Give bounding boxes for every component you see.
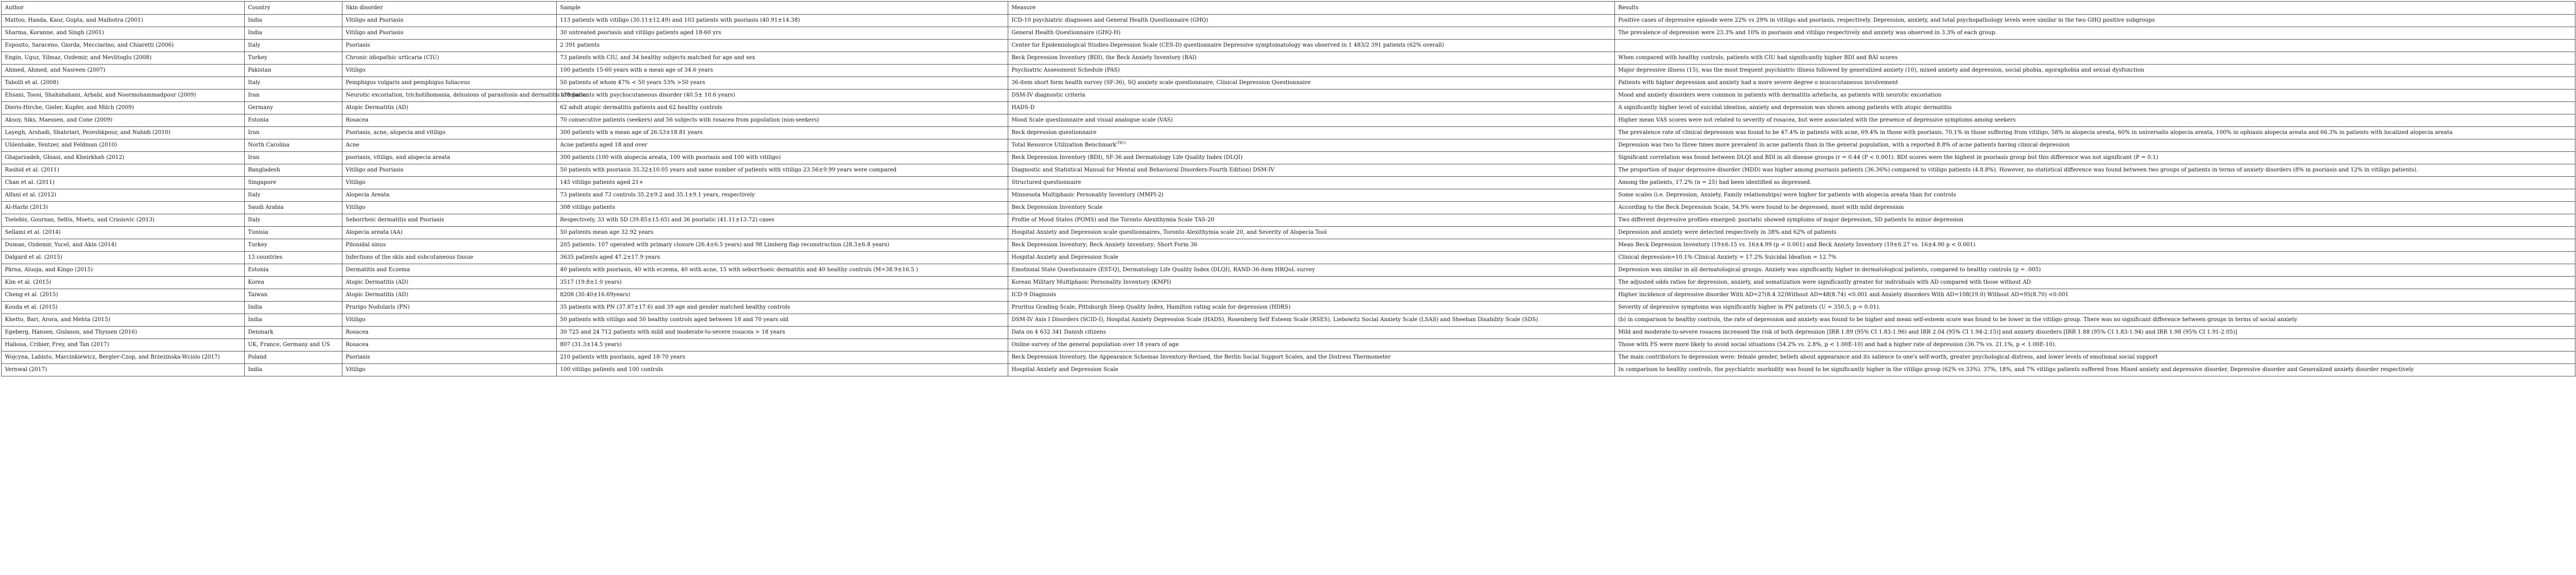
cell-country: Estonia bbox=[245, 264, 342, 277]
header-results: Results bbox=[1615, 2, 2575, 15]
cell-sample: 73 patients and 73 controls 35.2±9.2 and 35.1±9.1 years, respectively bbox=[557, 189, 1008, 202]
cell-country: Estonia bbox=[245, 114, 342, 127]
cell-sample: 308 vitiligo patients bbox=[557, 202, 1008, 214]
cell-country: Iran bbox=[245, 127, 342, 139]
cell-results: Mild and moderate-to-severe rosacea increased the risk of both depression [IRR 1.89 (95% CI 1.83-1.96) and IRR 2.04 (95% CI 1.94-2.15)] and anxiety disorders [IRR 1.88 (95% CI 1.83-1.94) and IRR 1.98 (95% CI 1.91-2.05)] bbox=[1615, 327, 2575, 339]
table-row bbox=[2, 189, 2575, 202]
cell-measure: Center for Epidemiological Studies-Depression Scale (CES-D) questionnaire Depressive symptomatology was observed in 1 483/2 391 patients (62% overall) bbox=[1008, 40, 1615, 52]
cell-sample: 30 725 and 24 712 patients with mild and moderate-to-severe rosacea > 18 years bbox=[557, 327, 1008, 339]
cell-author: Ghajarzadeh, Ghiasi, and Kheirkhah (2012) bbox=[2, 152, 245, 164]
cell-country: Saudi Arabia bbox=[245, 202, 342, 214]
cell-sample: 70 consecutive patients (seekers) and 56 subjects with rosacea from population (non-seekers) bbox=[557, 114, 1008, 127]
cell-measure: Psychiatric Assessment Schedule (PAS) bbox=[1008, 65, 1615, 77]
table-row bbox=[2, 52, 2575, 65]
table-row bbox=[2, 102, 2575, 114]
cell-results: The adjusted odds ratios for depression, anxiety, and somatization were significantly greater for individuals with AD compared with those without AD bbox=[1615, 277, 2575, 289]
cell-country: Singapore bbox=[245, 177, 342, 189]
header-skin-disorder: Skin disorder bbox=[342, 2, 557, 15]
cell-country: UK, France, Germany and US bbox=[245, 339, 342, 352]
header-row bbox=[2, 2, 2575, 15]
cell-skin-disorder: Atopic Dermatitis (AD) bbox=[342, 102, 557, 114]
cell-country: Iran bbox=[245, 90, 342, 102]
cell-skin-disorder: Rosacea bbox=[342, 327, 557, 339]
cell-measure: Profile of Mood States (POMS) and the Toronto Alexithymia Scale TAS-20 bbox=[1008, 214, 1615, 227]
cell-author: Esposito, Saraceno, Giorda, Mecciarino, and Chiaretti (2006) bbox=[2, 40, 245, 52]
cell-country: Turkey bbox=[245, 52, 342, 65]
cell-sample: 73 patients with CIU, and 34 healthy subjects matched for age and sex bbox=[557, 52, 1008, 65]
cell-measure: Pruritus Grading Scale, Pittsburgh Sleep Quality Index, Hamilton rating scale for depression (HDRS) bbox=[1008, 302, 1615, 314]
table-row bbox=[2, 277, 2575, 289]
cell-skin-disorder: Vitiligo and Psoriasis bbox=[342, 164, 557, 177]
table-row bbox=[2, 139, 2575, 152]
table-row bbox=[2, 339, 2575, 352]
table-row bbox=[2, 264, 2575, 277]
cell-skin-disorder: Vitiligo bbox=[342, 202, 557, 214]
cell-sample: 300 patients with a mean age of 26.53±18.81 years bbox=[557, 127, 1008, 139]
cell-country: Poland bbox=[245, 352, 342, 364]
cell-results: Among the patients, 17.2% (n = 25) had been identified as depressed. bbox=[1615, 177, 2575, 189]
cell-author: Dalgard et al. (2015) bbox=[2, 252, 245, 264]
cell-measure: General Health Questionnaire (GHQ-H) bbox=[1008, 27, 1615, 40]
cell-country: Pakistan bbox=[245, 65, 342, 77]
cell-skin-disorder: Alopecia areata (AA) bbox=[342, 227, 557, 239]
cell-results: Those with FS were more likely to avoid social situations (54.2% vs. 2.8%, p < 1.00E-10) and had a higher rate of depression (36.7% vs. 21.1%, p < 1.00E-10). bbox=[1615, 339, 2575, 352]
cell-skin-disorder: Atopic Dermatitis (AD) bbox=[342, 289, 557, 302]
cell-skin-disorder: Vitiligo bbox=[342, 364, 557, 376]
table-header bbox=[2, 2, 2575, 15]
cell-measure: Beck Depression Inventory, the Appearance Schemas Inventory-Revised, the Berlin Social Support Scales, and the Distress Thermometer bbox=[1008, 352, 1615, 364]
cell-sample: 8208 (30.40±16.69years) bbox=[557, 289, 1008, 302]
cell-measure: ICD-10 psychiatric diagnoses and General Health Questionnaire (GHQ) bbox=[1008, 15, 1615, 27]
cell-author: Tselebis, Gournas, Seltis, Moetu, and Crasiovic (2013) bbox=[2, 214, 245, 227]
cell-skin-disorder: Psoriasis bbox=[342, 40, 557, 52]
cell-measure: DSM-IV Axis I Disorders (SCID-I), Hospital Anxiety Depression Scale (HADS), Rosenberg Self Esteem Scale (RSES), Liebowitz Social Anxiety Scale (LSAS) and Sheehan Disability Scale (SDS) bbox=[1008, 314, 1615, 327]
cell-author: Engin, Uguz, Yilmaz, Ozdemir, and Mevlitoglu (2008) bbox=[2, 52, 245, 65]
cell-skin-disorder: Neurotic excoriation, trichotillomania, delusions of parasitosis and dermatitis artefacta bbox=[342, 90, 557, 102]
cell-author: Layegh, Arshadi, Shahriari, Pezeshkpour, and Nahidi (2010) bbox=[2, 127, 245, 139]
cell-author: Rashid et al. (2011) bbox=[2, 164, 245, 177]
cell-results: Mean Beck Depression Inventory (19±6.15 vs. 16±4.99 (p < 0.001) and Beck Anxiety Inventory (19±6.27 vs. 16±4.90 p < 0.001) bbox=[1615, 239, 2575, 252]
cell-author: Khetto, Bari, Arora, and Mehta (2015) bbox=[2, 314, 245, 327]
cell-measure: DSM-IV diagnostic criteria bbox=[1008, 90, 1615, 102]
cell-author: Wojcyna, Labisto, Marcinkiewicz, Bergler-Czop, and Brzezinska-Wcislo (2017) bbox=[2, 352, 245, 364]
cell-results: Depression was two to three times more prevalent in acne patients than in the general population, with a reported 8.8% of acne patients having clinical depression bbox=[1615, 139, 2575, 152]
table-row bbox=[2, 40, 2575, 52]
cell-sample: 30 untreated psoriasis and vitiligo patients aged 18-60 yrs bbox=[557, 27, 1008, 40]
table-row bbox=[2, 227, 2575, 239]
cell-sample: Respectively, 33 with SD (39.85±15.65) and 36 psoriatic (41.11±13.72) cases bbox=[557, 214, 1008, 227]
cell-measure: Hospital Anxiety and Depression scale questionnaires, Toronto Alexithymia scale 20, and Severity of Alopecia Tool bbox=[1008, 227, 1615, 239]
cell-sample: 50 patients with psoriasis 35.32±10.05 years and same number of patients with vitiligo 23.56±9.99 years were compared bbox=[557, 164, 1008, 177]
cell-measure: Hospital Anxiety and Depression Scale bbox=[1008, 252, 1615, 264]
table-row bbox=[2, 314, 2575, 327]
studies-table bbox=[1, 1, 2575, 376]
table-row bbox=[2, 364, 2575, 376]
cell-country: Bangladesh bbox=[245, 164, 342, 177]
cell-results: Some scales (i.e. Depression, Anxiety, Family relationships) were higher for patients with alopecia areata than for controls bbox=[1615, 189, 2575, 202]
table-row bbox=[2, 252, 2575, 264]
cell-results bbox=[1615, 40, 2575, 52]
cell-measure: ICD-9 Diagnosis bbox=[1008, 289, 1615, 302]
cell-country: North Carolina bbox=[245, 139, 342, 152]
cell-skin-disorder: Vitiligo bbox=[342, 177, 557, 189]
header-measure: Measure bbox=[1008, 2, 1615, 15]
cell-skin-disorder: Psoriasis bbox=[342, 352, 557, 364]
table-row bbox=[2, 164, 2575, 177]
cell-sample: 145 vitiligo patients aged 21+ bbox=[557, 177, 1008, 189]
cell-measure: 36-item short form health survey (SF-36), SQ anxiety scale questionnaire, Clinical Depression Questionnaire bbox=[1008, 77, 1615, 90]
cell-country: Iran bbox=[245, 152, 342, 164]
cell-sample: 210 patients with psoriasis, aged 18-70 years bbox=[557, 352, 1008, 364]
cell-skin-disorder: Vitiligo bbox=[342, 314, 557, 327]
cell-skin-disorder: Infections of the skin and subcutaneous tissue bbox=[342, 252, 557, 264]
cell-author: Sellami et al. (2014) bbox=[2, 227, 245, 239]
cell-measure: Data on 4 632 341 Danish citizens bbox=[1008, 327, 1615, 339]
cell-skin-disorder: Vitiligo and Psoriasis bbox=[342, 27, 557, 40]
cell-sample: 50 patients mean age 32.92 years bbox=[557, 227, 1008, 239]
cell-sample: 2 391 patients bbox=[557, 40, 1008, 52]
cell-country: India bbox=[245, 27, 342, 40]
cell-country: India bbox=[245, 15, 342, 27]
cell-skin-disorder: Pilonidal sinus bbox=[342, 239, 557, 252]
cell-sample: 3517 (19.8±1.0 years) bbox=[557, 277, 1008, 289]
cell-skin-disorder: Psoriasis, acne, alopecia and vitiligo bbox=[342, 127, 557, 139]
cell-results: According to the Beck Depression Scale, 54.9% were found to be depressed, most with mild depression bbox=[1615, 202, 2575, 214]
cell-results: When compared with healthy controls, patients with CIU had significantly higher BDI and BAI scores bbox=[1615, 52, 2575, 65]
cell-country: Italy bbox=[245, 214, 342, 227]
cell-skin-disorder: psoriasis, vitiligo, and alopecia areata bbox=[342, 152, 557, 164]
cell-measure: Hospital Anxiety and Depression Scale bbox=[1008, 364, 1615, 376]
cell-country: Taiwan bbox=[245, 289, 342, 302]
cell-country: 13 countries bbox=[245, 252, 342, 264]
cell-country: Italy bbox=[245, 77, 342, 90]
cell-sample: 178 patients with psychocutaneous disorder (40.5± 10.6 years) bbox=[557, 90, 1008, 102]
cell-results: Higher incidence of depressive disorder With AD=27(8.4 32)Without AD=48(8.74) <0.001 and Anxiety disorders With AD=108(19.0) Without AD=95(8.70) <0.001 bbox=[1615, 289, 2575, 302]
cell-sample: 300 patients (100 with alopecia areata, 100 with psoriasis and 100 with vitiligo) bbox=[557, 152, 1008, 164]
cell-sample: 50 patients of whom 47% < 50 years 53% >50 years bbox=[557, 77, 1008, 90]
cell-skin-disorder: Alopecia Areata bbox=[342, 189, 557, 202]
cell-country: Italy bbox=[245, 189, 342, 202]
cell-country: Italy bbox=[245, 40, 342, 52]
table-row bbox=[2, 77, 2575, 90]
cell-results: Clinical depression=10.1% Clinical Anxiety = 17.2% Suicidal Ideation = 12.7% bbox=[1615, 252, 2575, 264]
cell-measure: Beck depression questionnaire bbox=[1008, 127, 1615, 139]
cell-author: Duman, Ozdemir, Yucel, and Akin (2014) bbox=[2, 239, 245, 252]
cell-author: Tabolli et al. (2008) bbox=[2, 77, 245, 90]
cell-measure bbox=[1008, 139, 1615, 152]
cell-results: Significant correlation was found between DLQI and BDI in all disease groups (r = 0.44 (P < 0.001). BDI scores were the highest in psoriasis group but this difference was not significant (P = 0.1) bbox=[1615, 152, 2575, 164]
cell-measure: Online survey of the general population over 18 years of age bbox=[1008, 339, 1615, 352]
cell-results: The prevalence of depression were 23.3% and 10% in psoriasis and vitiligo respectively and anxiety was observed in 3.3% of each group. bbox=[1615, 27, 2575, 40]
cell-skin-disorder: Vitiligo and Psoriasis bbox=[342, 15, 557, 27]
cell-country: Germany bbox=[245, 102, 342, 114]
cell-author: Vernwal (2017) bbox=[2, 364, 245, 376]
cell-measure: HADS-D bbox=[1008, 102, 1615, 114]
cell-sample: 205 patients: 107 operated with primary closure (26.4±6.5 years) and 98 Limberg flap reconstruction (28.3±6.8 years) bbox=[557, 239, 1008, 252]
cell-measure: Mood Scale questionnaire and visual analogue scale (VAS) bbox=[1008, 114, 1615, 127]
cell-sample: 807 (31.3±14.5 years) bbox=[557, 339, 1008, 352]
cell-sample: 50 patients with vitiligo and 50 healthy controls aged between 18 and 70 years old bbox=[557, 314, 1008, 327]
cell-country: India bbox=[245, 302, 342, 314]
cell-measure: Beck Depression Inventory (BDI), the Beck Anxiety Inventory (BAI) bbox=[1008, 52, 1615, 65]
cell-skin-disorder: Seborrheic dermatitis and Psoriasis bbox=[342, 214, 557, 227]
table-row bbox=[2, 90, 2575, 102]
cell-author: Alfani et al. (2012) bbox=[2, 189, 245, 202]
cell-skin-disorder: Rosacea bbox=[342, 114, 557, 127]
cell-results: In comparison to healthy controls, the psychiatric morbidity was found to be significantly higher in the vitiligo group (62% vs 33%). 37%, 18%, and 7% vitiligo patients suffered from Mixed anxiety and depressive disorder, Depressive disorder and Generalized anxiety disorder respectively bbox=[1615, 364, 2575, 376]
cell-measure: Korean Military Multiphasic Personality Inventory (KMPI) bbox=[1008, 277, 1615, 289]
table-row bbox=[2, 352, 2575, 364]
cell-measure: Diagnostic and Statistical Manual for Mental and Behavioral Disorders-Fourth Edition) DSM-IV bbox=[1008, 164, 1615, 177]
cell-sample: 100 patients 15-60 years with a mean age of 34.6 years bbox=[557, 65, 1008, 77]
cell-skin-disorder: Vitiligo bbox=[342, 65, 557, 77]
table-row bbox=[2, 302, 2575, 314]
superscript-note: (TRU) bbox=[1116, 141, 1127, 145]
cell-skin-disorder: Dermatitis and Eczema bbox=[342, 264, 557, 277]
cell-sample: 35 patients with PN (37.87±17.6) and 39 age and gender matched healthy controls bbox=[557, 302, 1008, 314]
cell-country: Korea bbox=[245, 277, 342, 289]
cell-author: Kim et al. (2015) bbox=[2, 277, 245, 289]
table-row bbox=[2, 127, 2575, 139]
cell-sample: 62 adult atopic dermatitis patients and 62 healthy controls bbox=[557, 102, 1008, 114]
cell-measure: Beck Depression Inventory; Beck Anxiety Inventory; Short Form 36 bbox=[1008, 239, 1615, 252]
header-country: Country bbox=[245, 2, 342, 15]
cell-sample: 100 vitiligo patients and 100 controls bbox=[557, 364, 1008, 376]
table-row bbox=[2, 114, 2575, 127]
cell-author: Cheng et al. (2015) bbox=[2, 289, 245, 302]
cell-sample: Acne patients aged 18 and over bbox=[557, 139, 1008, 152]
cell-author: Sharma, Koranne, and Singh (2001) bbox=[2, 27, 245, 40]
header-sample: Sample bbox=[557, 2, 1008, 15]
cell-results: Depression and anxiety were detected respectively in 38% and 62% of patients bbox=[1615, 227, 2575, 239]
cell-results: The proportion of major depressive disorder (MDD) was higher among psoriasis patients (36.36%) compared to vitiligo patients (4.8.8%). However, no statistical difference was found between two groups of patients in terms of anxiety disorders (8% in psoriasis and 12% in vitiligo patients). bbox=[1615, 164, 2575, 177]
cell-results: Positive cases of depressive episode were 22% vs 29% in vitiligo and psoriasis, respectively. Depression, anxiety, and total psychopathology levels were similar in the two GHQ positive subgroups bbox=[1615, 15, 2575, 27]
header-author: Author bbox=[2, 2, 245, 15]
table-row bbox=[2, 27, 2575, 40]
table-row bbox=[2, 202, 2575, 214]
cell-results: The main contributors to depression were: female gender, beliefs about appearance and its salience to one's self-worth, greater psychological distress, and lower levels of emotional social support bbox=[1615, 352, 2575, 364]
table-row bbox=[2, 65, 2575, 77]
cell-author: Chan et al. (2011) bbox=[2, 177, 245, 189]
cell-author: Egeberg, Hansen, Gislason, and Thyssen (2016) bbox=[2, 327, 245, 339]
cell-skin-disorder: Pemphigus vulgaris and pemphigus foliaceus bbox=[342, 77, 557, 90]
cell-country: Tunisia bbox=[245, 227, 342, 239]
cell-country: Turkey bbox=[245, 239, 342, 252]
table-row bbox=[2, 239, 2575, 252]
table-body bbox=[2, 15, 2575, 376]
cell-author: Aksoy, Siks, Maessen, and Cone (2009) bbox=[2, 114, 245, 127]
cell-author: Ahmed, Ahmed, and Nasreen (2007) bbox=[2, 65, 245, 77]
cell-country: Denmark bbox=[245, 327, 342, 339]
cell-country: India bbox=[245, 314, 342, 327]
cell-results: (b) in comparison to healthy controls, the rate of depression and anxiety was found to be higher and mean self-esteem score was found to be lower in the vitiligo group. There was no significant difference between groups in terms of social anxiety bbox=[1615, 314, 2575, 327]
cell-country: India bbox=[245, 364, 342, 376]
cell-sample: 40 patients with psoriasis, 40 with eczema, 40 with acne, 15 with seborrhoeic dermatitis and 40 healthy controls (M=38.9±16.5 ) bbox=[557, 264, 1008, 277]
cell-skin-disorder: Rosacea bbox=[342, 339, 557, 352]
cell-text: Total Resource Utilization Benchmark bbox=[1012, 142, 1116, 148]
cell-measure: Minnesota Multiphasic Personality Inventory (MMPI-2) bbox=[1008, 189, 1615, 202]
cell-results: The prevalence rate of clinical depression was found to be 47.4% in patients with acne, 69.4% in those with psoriasis, 70.1% in those suffering from vitiligo, 58% in alopecia areata, 60% in universalis alopecia areata, 100% in ophiasis alopecia areata and 66.3% in patients with localized alopecia areata bbox=[1615, 127, 2575, 139]
table-row bbox=[2, 152, 2575, 164]
cell-author: Mattoo, Handa, Kaur, Gupta, and Malhotra (2001) bbox=[2, 15, 245, 27]
cell-author: Pärna, Aluoja, and Kingo (2015) bbox=[2, 264, 245, 277]
table-row bbox=[2, 327, 2575, 339]
cell-measure: Structured questionnaire bbox=[1008, 177, 1615, 189]
cell-author: Dieris-Hirche, Gieler, Kupfer, and Milch (2009) bbox=[2, 102, 245, 114]
cell-skin-disorder: Chronic idiopathic urticaria (CIU) bbox=[342, 52, 557, 65]
cell-results: Mood and anxiety disorders were common in patients with dermatitis artefacta, as patients with neurotic excoriation bbox=[1615, 90, 2575, 102]
cell-skin-disorder: Acne bbox=[342, 139, 557, 152]
cell-sample: 3635 patients aged 47.2±17.9 years bbox=[557, 252, 1008, 264]
cell-author: Halioua, Cribier, Frey, and Tan (2017) bbox=[2, 339, 245, 352]
cell-results: Patients with higher depression and anxiety had a more severe degree o mucocutaneous involvement bbox=[1615, 77, 2575, 90]
cell-sample: 113 patients with vitiligo (30.11±12.49) and 103 patients with psoriasis (40.91±14.38) bbox=[557, 15, 1008, 27]
cell-author: Al-Harbi (2013) bbox=[2, 202, 245, 214]
cell-results: Higher mean VAS scores were not related to severity of rosacea, but were associated with the presence of depressive symptoms among seekers bbox=[1615, 114, 2575, 127]
cell-skin-disorder: Prurigo Nodularis (PN) bbox=[342, 302, 557, 314]
table-row bbox=[2, 289, 2575, 302]
cell-measure: Beck Depression Inventory Scale bbox=[1008, 202, 1615, 214]
cell-results: Depression was similar in all dermatological groups. Anxiety was significantly higher in dermatological patients, compared to healthy controls (p = .005) bbox=[1615, 264, 2575, 277]
table-row bbox=[2, 214, 2575, 227]
cell-results: Major depressive illness (15), was the most frequent psychiatric illness followed by generalized anxiety (10), mixed anxiety and depression, social phobia, agoraphobia and sexual dysfunction bbox=[1615, 65, 2575, 77]
cell-results: Two different depressive profiles emerged: psoriatic showed symptoms of major depression, SD patients to minor depression bbox=[1615, 214, 2575, 227]
cell-results: Severity of depressive symptoms was significantly higher in PN patients (U = 350.5; p = 0.01). bbox=[1615, 302, 2575, 314]
cell-author: Uhlenhake, Yentzer, and Feldman (2010) bbox=[2, 139, 245, 152]
table-row bbox=[2, 15, 2575, 27]
table-row bbox=[2, 177, 2575, 189]
cell-skin-disorder: Atopic Dermatitis (AD) bbox=[342, 277, 557, 289]
cell-author: Ehsani, Toosi, Shahshahani, Arbabi, and Noormohammadpour (2009) bbox=[2, 90, 245, 102]
cell-author: Kouda et al. (2015) bbox=[2, 302, 245, 314]
cell-measure: Beck Depression Inventory (BDI), SF-36 and Dermatology Life Quality Index (DLQI) bbox=[1008, 152, 1615, 164]
cell-measure: Emotional State Questionnaire (EST-Q), Dermatology Life Quality Index (DLQI), RAND-36-item HRQoL survey bbox=[1008, 264, 1615, 277]
cell-results: A significantly higher level of suicidal ideation, anxiety and depression was shown among patients with atopic dermatitis bbox=[1615, 102, 2575, 114]
